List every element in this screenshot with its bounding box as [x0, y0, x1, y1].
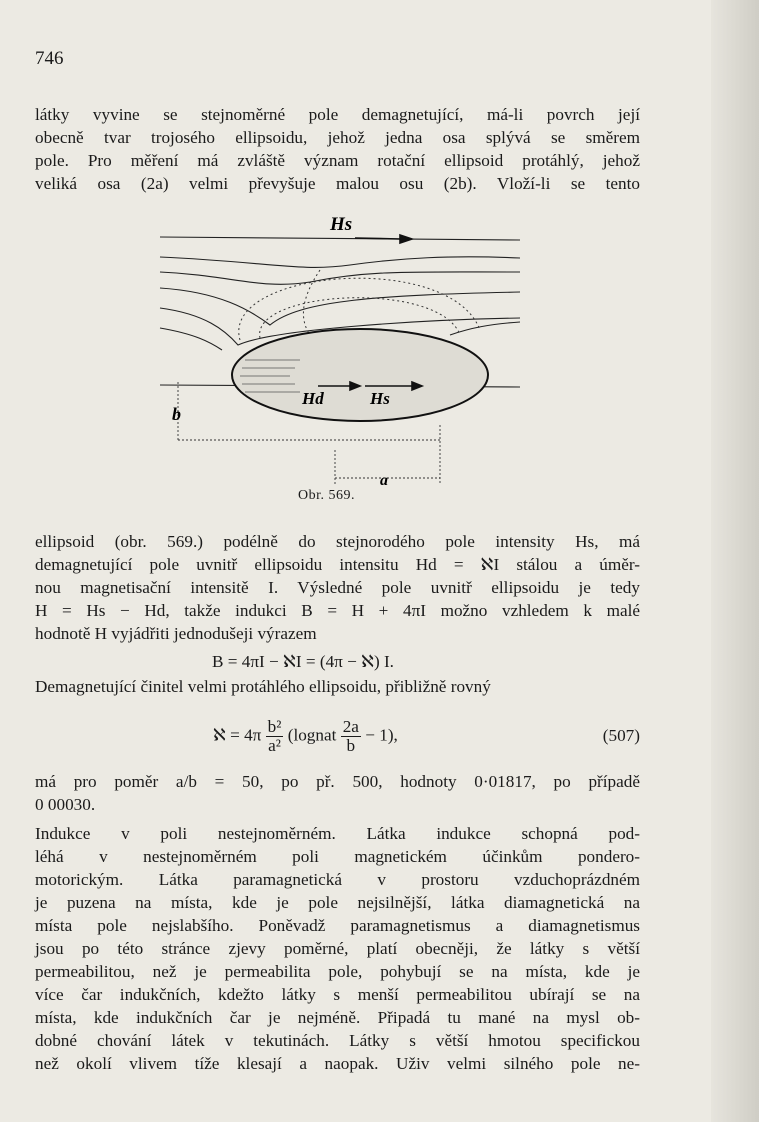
frac-num: 2a: [342, 717, 359, 736]
formula-lhs: ℵ = 4π: [213, 725, 262, 745]
field-line: [160, 257, 520, 268]
paragraph-intro: [35, 103, 640, 195]
field-line: [450, 322, 520, 335]
fraction-b2-a2: [266, 718, 284, 755]
text-line: nou magnetisační intensitě I. Výsledné pole uvnitř ellipsoidu je tedy: [35, 578, 640, 597]
page-edge-shadow: [711, 0, 759, 1122]
field-line: [160, 237, 520, 240]
frac-den: a²: [268, 736, 281, 755]
label-hd: Hd: [302, 389, 324, 408]
text-line: motorickým. Látka paramagnetická v prostoru vzduchoprázdném: [35, 870, 640, 889]
text-line: léhá v nestejnoměrném poli magnetickém účinkům pondero-: [35, 847, 640, 866]
equation-number: (507): [602, 726, 640, 745]
ellipsoid: [232, 329, 488, 421]
text-line: pole. Pro měření má zvláště význam rotační ellipsoid protáhlý, jehož: [35, 151, 640, 170]
text-line: Indukce v poli nestejnoměrném. Látka indukce schopná pod-: [35, 824, 640, 843]
paragraph-field: [35, 530, 640, 645]
text-line: demagnetující pole uvnitř ellipsoidu intensitu Hd = ℵI stálou a úměr-: [35, 555, 640, 574]
label-b: b: [172, 404, 181, 424]
text-line: 0 00030.: [35, 795, 96, 814]
text-line: má pro poměr a/b = 50, po př. 500, hodnoty 0·01817, po případě: [35, 772, 640, 791]
label-a: a: [380, 472, 388, 489]
paren-close: − 1),: [365, 725, 398, 745]
frac-den: b: [346, 736, 356, 755]
formula-induction: B = 4πI − ℵI = (4π − ℵ) I.: [212, 652, 394, 671]
page-number: 746: [35, 48, 64, 69]
paragraph-nonuniform: [35, 822, 640, 1075]
demag-line: Demagnetující činitel velmi protáhlého ellipsoidu, přibližně rovný: [35, 677, 491, 696]
text-line: místa pole nejslabšího. Poněvadž paramagnetismus a diamagnetismus: [35, 916, 640, 935]
figure-569-ellipsoid-field: [150, 210, 530, 510]
text-line: látky vyvine se stejnoměrné pole demagnetující, má-li povrch její: [35, 105, 640, 124]
fraction-2a-b: [341, 718, 361, 755]
field-line: [160, 272, 520, 284]
paragraph-ratio: [35, 770, 640, 816]
label-hs-top: Hs: [330, 214, 353, 235]
text-line: dobné chování látek v tekutinách. Látky s větší hmotou specifickou: [35, 1031, 640, 1050]
formula-507: [213, 718, 398, 755]
figure-caption: Obr. 569.: [298, 488, 355, 503]
text-line: než okolí vlivem tíže klesají a naopak. Uživ velmi silného pole ne-: [35, 1054, 640, 1073]
text-line: ellipsoid (obr. 569.) podélně do stejnorodého pole intensity Hs, má: [35, 532, 640, 551]
field-line: [160, 328, 222, 350]
label-hs-inside: Hs: [370, 389, 390, 408]
text-line: více čar indukčních, kdežto látky s menší permeabilitou ubírají se na: [35, 985, 640, 1004]
text-line: hodnotě H vyjádřiti jednodušeji výrazem: [35, 624, 317, 643]
text-line: obecně tvar trojosého ellipsoidu, jehož jedna osa splývá se směrem: [35, 128, 640, 147]
arrow-hs-top: [355, 238, 400, 239]
text-line: jsou po této stránce zjevy poměrné, platí obecněji, že látky s větší: [35, 939, 640, 958]
text-line: permeabilitou, než je permeabilita pole, pohybují se na místa, kde je: [35, 962, 640, 981]
paren-open: (lognat: [287, 725, 337, 745]
text-line: H = Hs − Hd, takže indukci B = H + 4πI možno vzhledem k malé: [35, 601, 640, 620]
text-line: místa, kde indukčních čar je nejméně. Připadá tu mané na mysl ob-: [35, 1008, 640, 1027]
text-line: je puzena na místa, kde je pole nejsilnější, látka diamagnetická na: [35, 893, 640, 912]
dotted-loop: [303, 270, 320, 335]
frac-num: b²: [267, 717, 282, 736]
text-line: veliká osa (2a) velmi převyšuje malou osu (2b). Vloží-li se tento: [35, 174, 640, 193]
